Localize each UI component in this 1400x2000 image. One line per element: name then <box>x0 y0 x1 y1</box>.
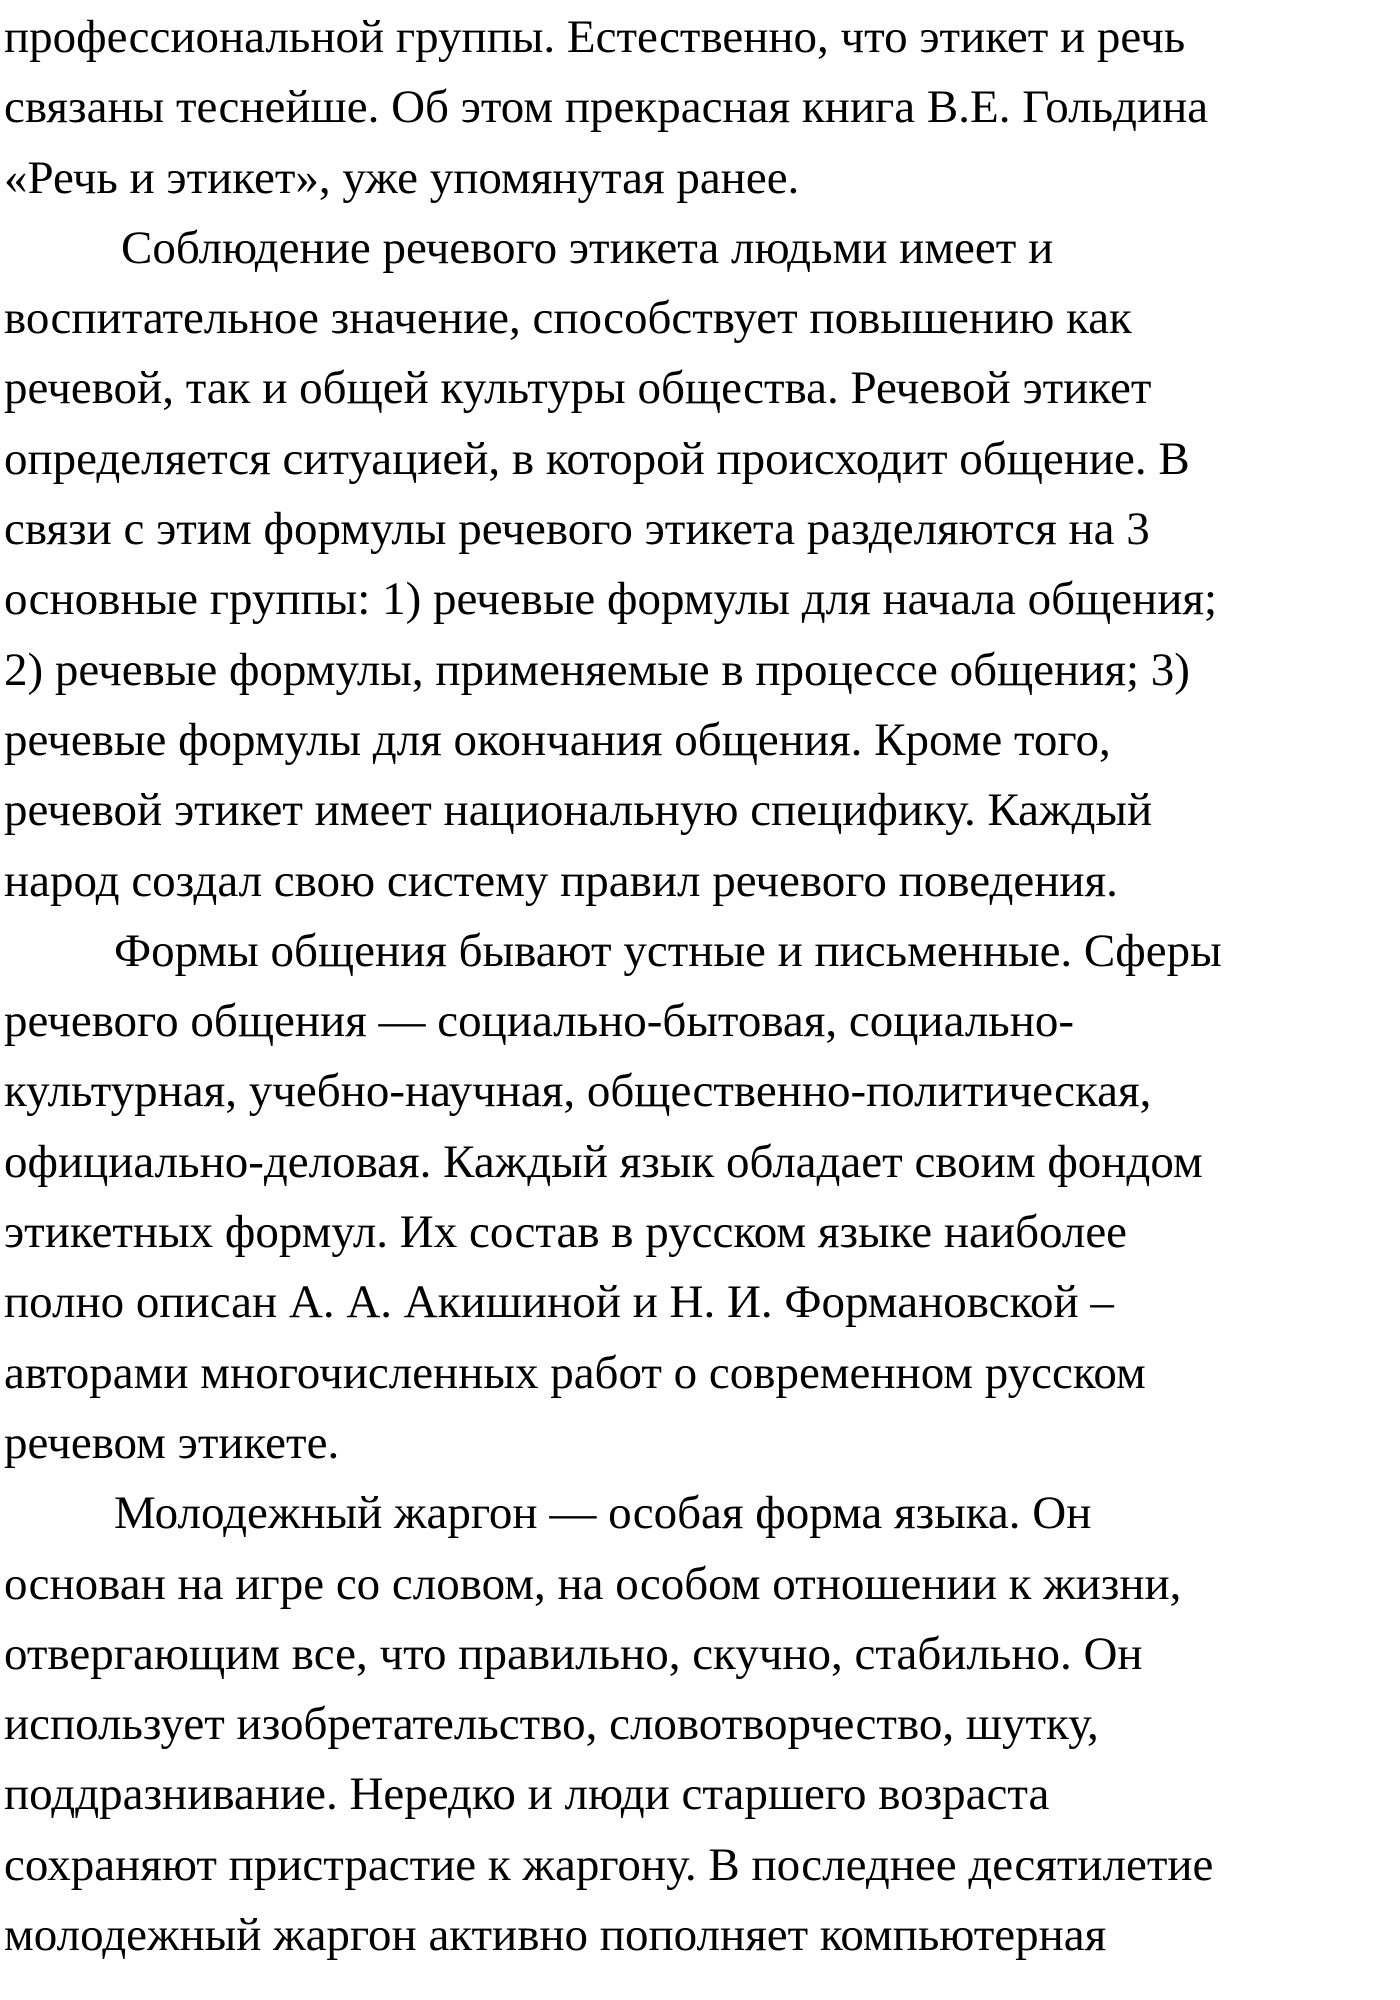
text-line: «Речь и этикет», уже упомянутая ранее. <box>4 151 800 204</box>
text-line: культурная, учебно-научная, общественно-политическая, <box>4 1065 1152 1118</box>
text-line: связи с этим формулы речевого этикета разделяются на 3 <box>4 503 1150 556</box>
text-line: молодежный жаргон активно пополняет компьютерная <box>4 1909 1107 1962</box>
text-line: полно описан А. А. Акишиной и Н. И. Формановской – <box>4 1276 1114 1329</box>
text-line: речевые формулы для окончания общения. Кроме того, <box>4 713 1111 766</box>
paragraph-start-line: Молодежный жаргон — особая форма языка. Он <box>114 1487 1092 1540</box>
text-line: связаны теснейше. Об этом прекрасная книга В.Е. Гольдина <box>4 81 1209 134</box>
text-line: речевого общения — социально-бытовая, социально- <box>4 995 1075 1048</box>
text-line: отвергающим все, что правильно, скучно, стабильно. Он <box>4 1627 1143 1680</box>
text-line: сохраняют пристрастие к жаргону. В последнее десятилетие <box>4 1838 1214 1891</box>
text-line: официально-деловая. Каждый язык обладает своим фондом <box>4 1135 1203 1188</box>
text-line: поддразнивание. Нередко и люди старшего возраста <box>4 1768 1050 1821</box>
text-line: профессиональной группы. Естественно, что этикет и речь <box>4 11 1186 63</box>
text-line: воспитательное значение, способствует повышению как <box>4 292 1132 345</box>
text-line: определяется ситуацией, в которой происходит общение. В <box>4 432 1190 485</box>
text-line: речевом этикете. <box>4 1416 340 1469</box>
text-line: использует изобретательство, словотворчество, шутку, <box>4 1698 1099 1751</box>
text-line: 2) речевые формулы, применяемые в процессе общения; 3) <box>4 643 1190 696</box>
text-line: авторами многочисленных работ о современном русском <box>4 1346 1146 1399</box>
text-line: речевой, так и общей культуры общества. Речевой этикет <box>4 362 1152 415</box>
text-line: народ создал свою систему правил речевого поведения. <box>4 854 1118 907</box>
paragraph-start-line: Соблюдение речевого этикета людьми имеет и <box>121 221 1054 274</box>
body-text <box>4 2 1394 1970</box>
text-line: речевой этикет имеет национальную специфику. Каждый <box>4 784 1153 837</box>
text-line: основные группы: 1) речевые формулы для начала общения; <box>4 573 1218 626</box>
paragraph-start-line: Формы общения бывают устные и письменные. Сферы <box>114 924 1222 977</box>
text-line: этикетных формул. Их состав в русском языке наиболее <box>4 1206 1128 1259</box>
text-line: основан на игре со словом, на особом отношении к жизни, <box>4 1557 1182 1610</box>
